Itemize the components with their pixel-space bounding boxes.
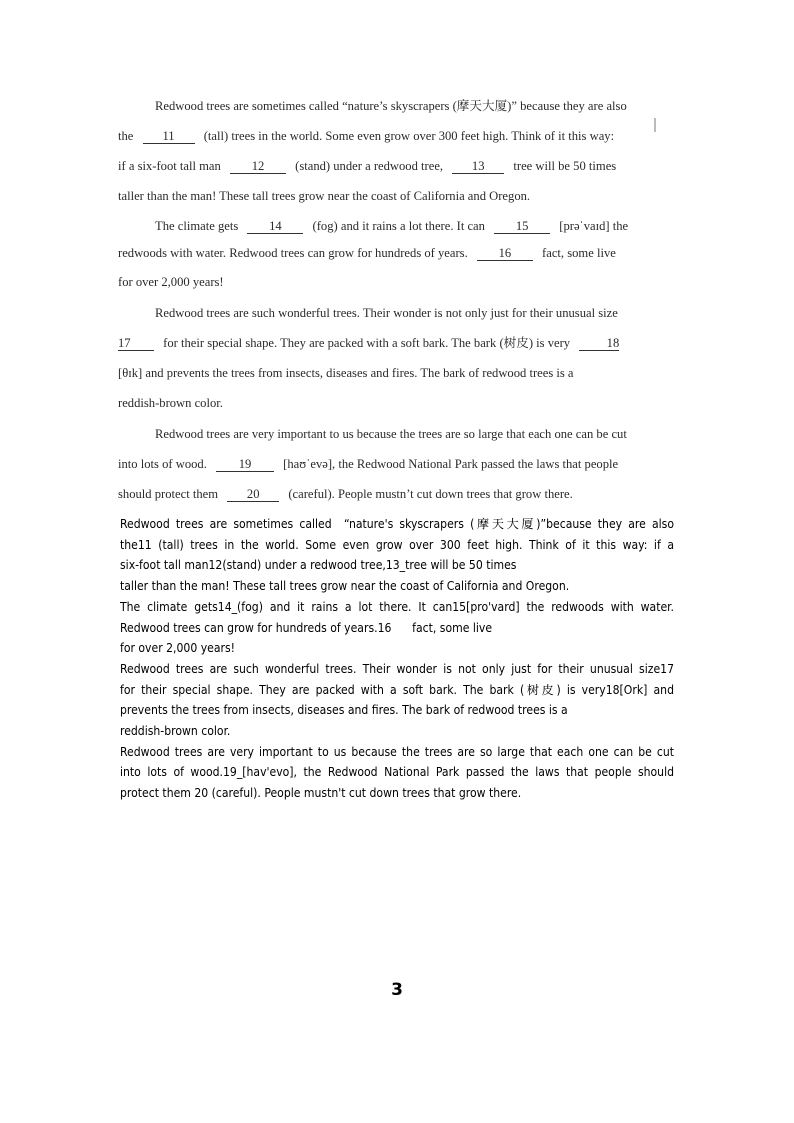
scan-text: (careful). People mustn’t cut down trees that grow there. — [288, 487, 573, 501]
answer-blank-13: 13 — [452, 159, 504, 174]
answer-blank-19: 19 — [216, 457, 274, 472]
scan-line — [118, 188, 530, 204]
typed-line: taller than the man! These tall trees grow near the coast of California and Oregon. — [120, 579, 570, 594]
scan-text: into lots of wood. — [118, 457, 207, 471]
scan-text: fact, some live — [542, 246, 616, 260]
scan-line — [118, 158, 616, 174]
typed-line: for over 2,000 years! — [120, 641, 236, 656]
typed-line: six-foot tall man12(stand) under a redwood tree,13_tree will be 50 times — [120, 558, 517, 573]
scan-line — [118, 335, 619, 351]
scan-text: for their special shape. They are packed with a soft bark. The bark (树皮) is very — [163, 336, 571, 350]
scan-text: taller than the man! These tall trees grow near the coast of California and Oregon. — [118, 189, 531, 203]
scanned-passage-image — [118, 88, 658, 508]
answer-blank-20: 20 — [227, 487, 279, 502]
scan-line — [118, 245, 616, 261]
scan-line — [155, 98, 627, 114]
scan-line — [118, 128, 614, 144]
scan-text: (fog) and it rains a lot there. It can — [312, 219, 485, 233]
scan-text: reddish-brown color. — [118, 396, 223, 410]
typed-line: reddish-brown color. — [120, 724, 231, 739]
scan-text: (tall) trees in the world. Some even grow over 300 feet high. Think of it this way: — [203, 129, 615, 143]
typed-line: Redwood trees are sometimes called “nature's skyscrapers (摩天大厦)”because they are also — [120, 517, 674, 531]
scan-line — [118, 365, 574, 381]
scan-text: the — [118, 129, 134, 143]
scan-text: Redwood trees are sometimes called “nature’s skyscrapers (摩天大厦)” because they are also — [155, 99, 627, 113]
scan-text: tree will be 50 times — [513, 159, 617, 173]
typed-line: into lots of wood.19_[hav'evo], the Redwood National Park passed the laws that people should — [120, 765, 674, 780]
scan-edge-mark — [654, 118, 656, 132]
answer-blank-12: 12 — [230, 159, 286, 174]
scan-line — [155, 218, 628, 234]
typed-line: Redwood trees are such wonderful trees. Their wonder is not only just for their unusual size17 — [120, 661, 674, 676]
scan-line — [118, 486, 573, 502]
scan-text: for over 2,000 years! — [118, 275, 224, 289]
typed-line: prevents the trees from insects, diseases and fires. The bark of redwood trees is a — [120, 703, 568, 718]
scan-line — [118, 274, 224, 290]
typed-line: for their special shape. They are packed with a soft bark. The bark (树皮) is very18[Ork] and — [120, 682, 674, 697]
scan-text: [haʊˈevə], the Redwood National Park passed the laws that people — [283, 457, 619, 471]
answer-blank-11: 11 — [143, 129, 195, 144]
scan-text: if a six-foot tall man — [118, 159, 221, 173]
scan-line — [155, 426, 627, 442]
scan-text: (stand) under a redwood tree, — [295, 159, 444, 173]
answer-blank-18: 18 — [579, 336, 619, 351]
answer-blank-14: 14 — [247, 219, 303, 234]
typed-line: the11 (tall) trees in the world. Some even grow over 300 feet high. Think of it this way: if a — [120, 537, 674, 552]
scan-text: Redwood trees are very important to us because the trees are so large that each one can be cut — [155, 427, 627, 441]
scan-text: redwoods with water. Redwood trees can grow for hundreds of years. — [118, 246, 468, 260]
typed-line: The climate gets14_(fog) and it rains a lot there. It can15[pro'vard] the redwoods with water. — [120, 599, 674, 614]
answer-blank-15: 15 — [494, 219, 550, 234]
scan-line — [118, 456, 618, 472]
scan-line — [118, 395, 223, 411]
answer-blank-17: 17 — [118, 336, 154, 351]
typed-line: Redwood trees are very important to us because the trees are so large that each one can be cut — [120, 744, 674, 759]
scan-text: [θɪk] and prevents the trees from insects, diseases and fires. The bark of redwood trees is a — [118, 366, 574, 380]
scan-text: Redwood trees are such wonderful trees. Their wonder is not only just for their unusual size — [155, 306, 618, 320]
scan-text: [prəˈvaɪd] the — [559, 219, 629, 233]
typed-passage — [120, 514, 674, 804]
scan-text: should protect them — [118, 487, 219, 501]
answer-blank-16: 16 — [477, 246, 533, 261]
scan-line — [155, 305, 618, 321]
typed-line: protect them 20 (careful). People mustn't cut down trees that grow there. — [120, 786, 522, 801]
page-number: 3 — [391, 980, 403, 1000]
typed-line: Redwood trees can grow for hundreds of years.16 fact, some live — [120, 620, 493, 635]
scan-text: The climate gets — [155, 219, 239, 233]
